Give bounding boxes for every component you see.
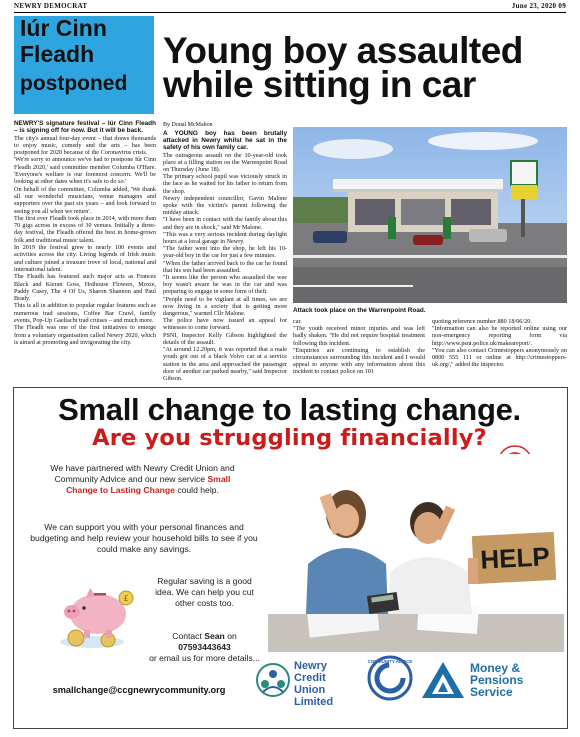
main-headline-line-1: Young boy assaulted (163, 30, 523, 71)
article-column-final (432, 318, 567, 384)
sidebar-headline-box (14, 16, 154, 114)
sidebar-paragraph: 'We're sorry to announce we've had to postpone Iúr Cinn Fleadh 2020,' said committee member Columba O'Hare. 'Everyone's welfare is our foremost concern. We'll be looking at other dates when it's safe to do so.' (14, 156, 156, 186)
date-page: June 23, 2020 09 (511, 2, 566, 10)
main-paragraph: "This was a very serious incident during daylight hours at a local garage in Newry. (163, 230, 287, 246)
community-advice-text: COMMUNITY ADVICE (367, 659, 413, 664)
contact-email-prompt: or email us for more details... (149, 653, 260, 663)
advert-saving-text: Regular saving is a good idea. We can help you cut other costs too. (155, 576, 254, 608)
main-paragraph: "The youth received minor injuries and was left badly shaken. "He did not require hospital treatment following this incident. (293, 325, 425, 347)
main-article-body (163, 130, 287, 382)
main-headline (163, 30, 568, 105)
main-paragraph: "It seems like the person who assaulted the wee boy wasn't aware he was in the car and was preparing to engage in some form of theft. (163, 274, 287, 296)
article-column-continued (293, 318, 425, 384)
sidebar-paragraph: In 2019 the festival grew to nearly 100 events and activities across the city. Living legends of Irish music and culture joined a treasure trove of local, national and international talent. (14, 244, 156, 273)
byline: By Donal McMahon (163, 122, 213, 128)
contact-name: Sean (204, 631, 225, 641)
sidebar-headline-line-2: Fleadh (20, 41, 95, 67)
advert-intro-end: could help. (177, 485, 219, 495)
piggy-bank-icon (56, 578, 142, 650)
sidebar-lead: NEWRY'S signature festival – Iúr Cinn Fleadh – is signing off for now. But it will be back. (14, 120, 156, 135)
paper-name: NEWRY DEMOCRAT (14, 2, 88, 10)
main-paragraph: "Information can also be reported online using our non-emergency reporting form via http://www.psni.police.uk/makeareport/. (432, 325, 567, 347)
money-pensions-logo-icon (420, 660, 466, 700)
main-paragraph: "At around 12.20pm, it was reported that a male youth got out of a black Volvo car at a service station in the area and approached the passenger door of another car parked nearby," said Inspector Gibson. (163, 346, 287, 382)
contact-phone: 07593443643 (178, 642, 231, 652)
advert-subtitle: Are you struggling financially? (92, 425, 487, 451)
masthead (14, 2, 566, 12)
sidebar-article-body (14, 120, 156, 382)
main-headline-line-2: while sitting in car (163, 64, 476, 105)
main-paragraph: "The father went into the shop, he left his 10-year-old boy in the car for just a few minutes. (163, 245, 287, 260)
advert-contact (147, 631, 262, 664)
sidebar-headline-line-1: Iúr Cinn (20, 15, 107, 41)
service-name: Small Change to Lasting Change (66, 474, 231, 495)
money-pensions-logo-text: Money & Pensions Service (470, 661, 524, 699)
sidebar-paragraph: The Fleadh was one of the first initiatives to emerge from a voluntary organisation called Newry 2020, which is aimed at promoting and invigorating the city. (14, 324, 156, 346)
sidebar-paragraph: This is all in addition to popular regular features such as numerous trad sessions, Coffee Bar Crawl, family events, Pop-Up Gaeltacht trad cruises – and much more. (14, 302, 156, 325)
couple-help-sign-photo (268, 454, 564, 652)
sidebar-paragraph: The first ever Fleadh took place in 2014, with more than 70 gigs across in excess of 30 venues. Initially a three-day festival, the Fleadh offered the best in home-grown folk and traditional music talent. (14, 214, 156, 244)
main-lead: A YOUNG boy has been brutally attacked in Newry whilst he sat in the safety of his own family car. (163, 130, 287, 152)
community-advice-logo-icon (366, 654, 414, 702)
sidebar-headline-line-3: postponed (20, 72, 128, 95)
masthead-divider (14, 12, 566, 13)
filling-station-photo (293, 127, 567, 303)
advert-intro (40, 463, 245, 496)
credit-union-logo-icon (255, 662, 291, 698)
advert-support-text: We can support you with your personal finances and budgeting and help review your household bills to see if you could make any savings. (30, 522, 258, 554)
main-paragraph: "You can also contact Crimestoppers anonymously on 0800 555 111 or online at http://crimestoppers-uk.org/," added the inspector. (432, 346, 567, 369)
main-paragraph: "People need to be vigilant at all times, we are now living in a society that is getting more dangerous," warned Cllr Malone. (163, 295, 287, 318)
contact-label: Contact (172, 631, 202, 641)
main-paragraph: The outrageous assault on the 10-year-old took place at a filling station on the Warrenpoint Road on Thursday (June 18). (163, 151, 287, 174)
credit-union-logo-text: Newry Credit Union Limited (294, 660, 334, 708)
svg-text:£: £ (123, 594, 129, 603)
help-sign-text: HELP (479, 541, 551, 575)
main-paragraph: "I have been in contact with the family about this and they are in shock," said Mr Malone. (163, 216, 287, 231)
main-paragraph: The police have now issued an appeal for witnesses to come forward. (163, 317, 287, 332)
sidebar-paragraph: The Fleadh has featured such major acts as Frances Black and Kieran Goss, Hothouse Flowers, Moxie, Paddy Casey, The 4 Of Us, Sharon Shannon and Paul Brady. (14, 273, 156, 303)
contact-email[interactable]: smallchange@ccgnewrycommunity.org (52, 685, 226, 695)
main-paragraph: "Enquiries are continuing to establish the circumstances surrounding this incident and I would appeal to anyone with any information about this incident to contact police on 101 (293, 346, 425, 376)
main-paragraph: Newry independent councillor, Gavin Malone spoke with the victim's parent following the midday attack. (163, 194, 287, 217)
sidebar-paragraph: The city's annual four-day event – that draws thousands to enjoy music, comedy and the arts – has been postponed for 2020 because of the Coronavirus crisis. (14, 134, 156, 157)
main-paragraph: car. (293, 318, 302, 325)
main-paragraph: PSNI, Inspector Kelly Gibson highlighted the details of the assault. (163, 331, 287, 346)
main-paragraph: quoting reference number 880 18/06/20. (432, 318, 532, 325)
advert-intro-text: We have partnered with Newry Credit Union and Community Advice and our new service (50, 463, 235, 484)
main-paragraph: The primary school pupil was viciously struck in the face as he waited for his father to return from the shop. (163, 173, 287, 195)
sidebar-paragraph: On behalf of the committee, Columba added, 'We thank all our wonderful musicians, venue managers and supporters over the past six years – and look forward to seeing you all when we return'. (14, 185, 156, 215)
main-paragraph: "When the father arrived back to the car he found that his son had been assaulted. (163, 259, 287, 274)
advert-title: Small change to lasting change. (58, 392, 521, 427)
photo-caption: Attack took place on the Warrenpoint Road. (293, 307, 426, 314)
contact-on: on (227, 631, 237, 641)
